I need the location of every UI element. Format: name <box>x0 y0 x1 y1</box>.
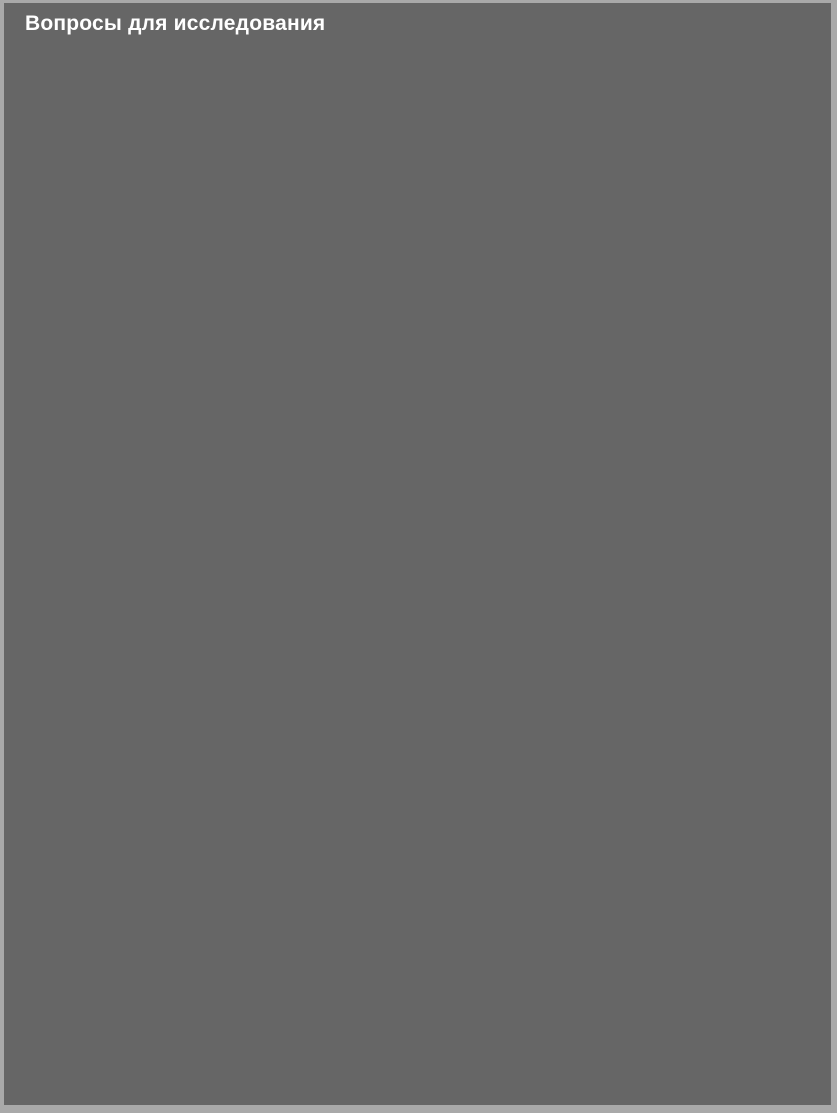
slide <box>4 3 831 1105</box>
slide-title: Вопросы для исследования <box>25 12 326 35</box>
